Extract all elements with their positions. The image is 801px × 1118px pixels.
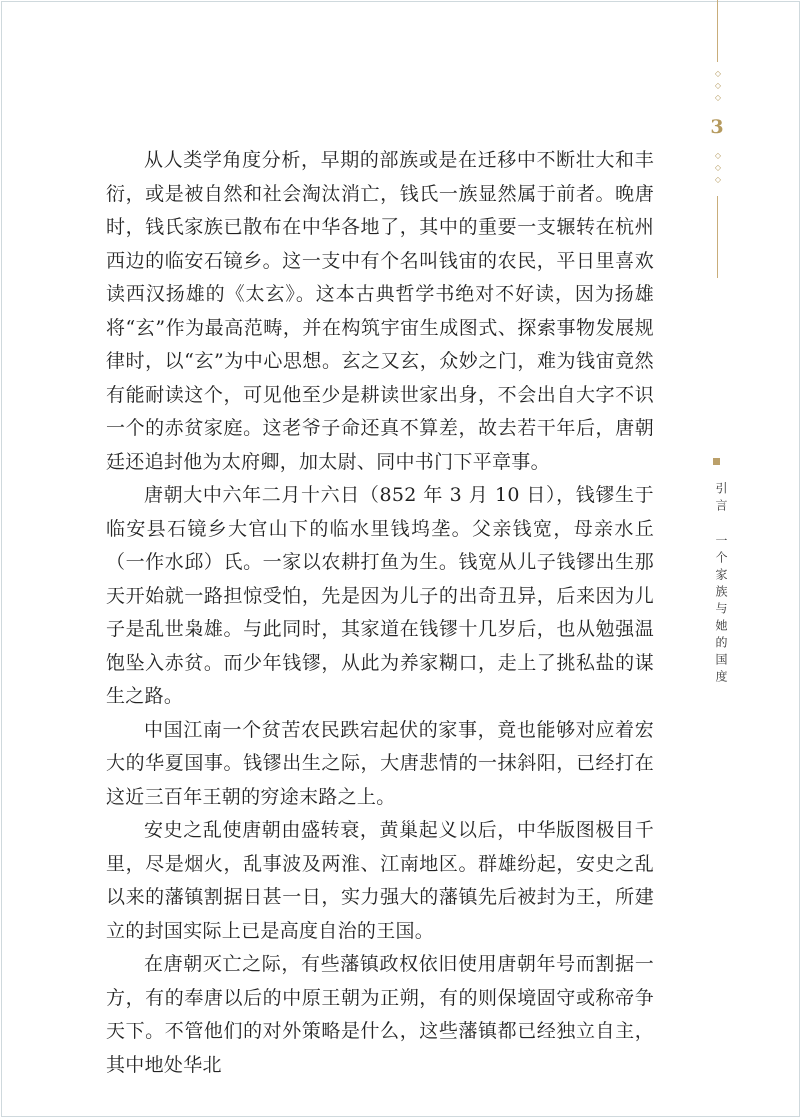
paragraph: 在唐朝灭亡之际，有些藩镇政权依旧使用唐朝年号而割据一方，有的奉唐以后的中原王朝为正朔，有的则保境固守或称帝争天下。不管他们的对外策略是什么，这些藩镇都已经独立自主，其中地处华北 <box>106 953 654 1076</box>
page-number: 3 <box>710 116 724 138</box>
chapter-marker-icon <box>713 458 720 465</box>
paragraph: 从人类学角度分析，早期的部族或是在迁移中不断壮大和丰衍，或是被自然和社会淘汰消亡，钱氏一族显然属于前者。晚唐时，钱氏家族已散布在中华各地了，其中的重要一支辗转在杭州西边的临安石镜乡。这一支中有个名叫钱宙的农民，平日里喜欢读西汉扬雄的《太玄》。这本古典哲学书绝对不好读，因为扬雄将“玄”作为最高范畴，并在构筑宇宙生成图式、探索事物发展规律时，以“玄”为中心思想。玄之又玄，众妙之门，难为钱宙竟然有能耐读这个，可见他至少是耕读世家出身，不会出自大字不识一个的赤贫家庭。这老爷子命还真不算差，故去若干年后，唐朝廷还追封他为太府卿，加太尉、同中书门下平章事。 <box>106 149 654 473</box>
running-head-prefix: 引言 <box>714 482 728 516</box>
body-text <box>106 144 654 1082</box>
running-head-title: 一个家族与她的国度 <box>714 534 728 687</box>
margin-rule-bottom <box>717 196 718 278</box>
paragraph: 中国江南一个贫苦农民跌宕起伏的家事，竟也能够对应着宏大的华夏国事。钱镠出生之际，大唐悲情的一抹斜阳，已经打在这近三百年王朝的穷途末路之上。 <box>106 718 654 808</box>
margin-rule-top <box>717 0 718 62</box>
running-head <box>704 482 730 687</box>
diamond-ornament-bottom-icon: ◇ ◇ ◇ <box>714 151 722 184</box>
diamond-ornament-top-icon: ◇ ◇ ◇ <box>714 69 722 102</box>
paragraph: 唐朝大中六年二月十六日（852 年 3 月 10 日），钱镠生于临安县石镜乡大官山下的临水里钱坞垄。父亲钱宽，母亲水丘（一作水邱）氏。一家以农耕打鱼为生。钱宽从儿子钱镠出生那天开始就一路担惊受怕，先是因为儿子的出奇丑异，后来因为儿子是乱世枭雄。与此同时，其家道在钱镠十几岁后，也从勉强温饱坠入赤贫。而少年钱镠，从此为养家糊口，走上了挑私盐的谋生之路。 <box>106 484 654 707</box>
paragraph: 安史之乱使唐朝由盛转衰，黄巢起义以后，中华版图极目千里，尽是烟火，乱事波及两淮、江南地区。群雄纷起，安史之乱以来的藩镇割据日甚一日，实力强大的藩镇先后被封为王，所建立的封国实际上已是高度自治的王国。 <box>106 819 654 942</box>
